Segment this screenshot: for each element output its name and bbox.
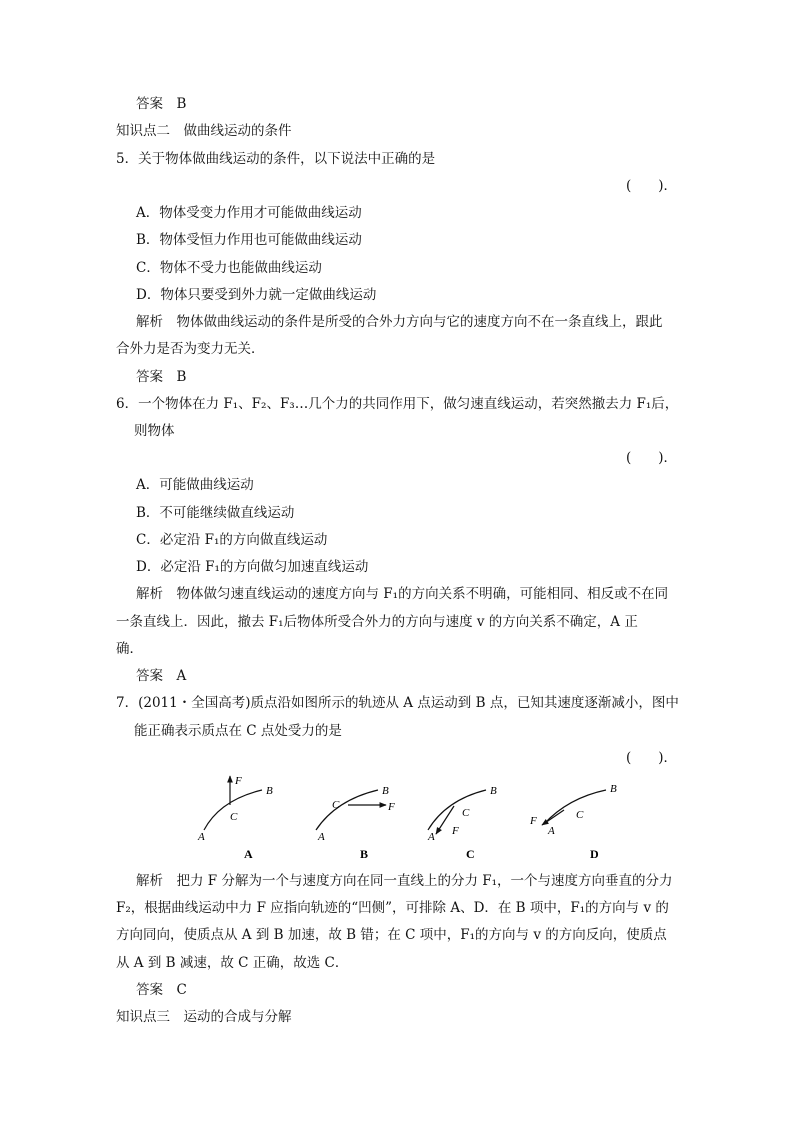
label-point-a: A [198, 831, 205, 843]
question-7-stem-2: 能正确表示质点在 C 点处受力的是 [134, 723, 342, 739]
q6-option-c: C．必定沿 F₁的方向做直线运动 [136, 532, 328, 548]
panel-d-diagram [529, 783, 617, 861]
label-point-c: C [576, 809, 584, 821]
q7-answer: 答案 C [136, 982, 187, 998]
panel-label-b: B [360, 847, 369, 861]
label-force: F [235, 775, 242, 787]
panel-a-diagram [197, 775, 273, 861]
section-heading-2: 知识点二 做曲线运动的条件 [116, 123, 292, 139]
answer-line-4: 答案 B [136, 96, 187, 112]
q6-option-d: D．必定沿 F₁的方向做匀加速直线运动 [136, 559, 369, 575]
q7-analysis-2: F₂，根据曲线运动中力 F 应指向轨迹的“凹侧”，可排除 A、D．在 B 项中，F₁的方向与 v 的 [116, 900, 669, 916]
q5-analysis-2: 合外力是否为变力无关． [116, 341, 265, 357]
question-7-stem-1: 7．(2011・全国高考)质点沿如图所示的轨迹从 A 点运动到 B 点，已知其速度逐渐减小，图中 [116, 695, 679, 711]
q5-option-d: D．物体只要受到外力就一定做曲线运动 [136, 287, 377, 303]
q5-option-a: A．物体受变力作用才可能做曲线运动 [136, 205, 362, 221]
q6-analysis-1: 解析 物体做匀速直线运动的速度方向与 F₁的方向关系不明确，可能相同、相反或不在同 [136, 586, 669, 602]
answer-bracket-q6: ( )． [626, 450, 678, 466]
trajectory-figure [190, 772, 630, 864]
q6-analysis-2: 一条直线上．因此，撤去 F₁后物体所受合外力的方向与速度 v 的方向关系不确定，A 正 [116, 614, 638, 630]
label-point-c: C [462, 807, 470, 819]
question-6-stem-1: 6．一个物体在力 F₁、F₂、F₃…几个力的共同作用下，做匀速直线运动，若突然撤去力 F₁后， [116, 396, 679, 412]
label-point-b: B [490, 785, 497, 797]
label-point-b: B [382, 785, 389, 797]
panel-c-diagram [427, 785, 497, 861]
question-5-stem: 5．关于物体做曲线运动的条件，以下说法中正确的是 [116, 151, 436, 167]
label-force: F [452, 825, 459, 837]
q6-option-b: B．不可能继续做直线运动 [136, 505, 295, 521]
q5-answer: 答案 B [136, 369, 187, 385]
q6-option-a: A．可能做曲线运动 [136, 477, 254, 493]
label-point-c: C [230, 811, 238, 823]
panel-label-a: A [244, 847, 253, 861]
q6-answer: 答案 A [136, 668, 187, 684]
q6-analysis-3: 确． [116, 641, 143, 657]
q5-option-b: B．物体受恒力作用也可能做曲线运动 [136, 232, 362, 248]
trajectory-curve-a [204, 790, 262, 830]
force-arrow-d [542, 810, 564, 825]
label-point-a: A [428, 831, 435, 843]
label-force: F [530, 815, 537, 827]
label-point-c: C [332, 799, 340, 811]
answer-bracket-q5: ( )． [626, 178, 678, 194]
q7-analysis-4: 从 A 到 B 减速，故 C 正确，故选 C． [116, 955, 349, 971]
question-6-stem-2: 则物体 [134, 423, 175, 439]
q7-analysis-1: 解析 把力 F 分解为一个与速度方向在同一直线上的分力 F₁，一个与速度方向垂直的分力 [136, 873, 673, 889]
panel-b-diagram [316, 785, 395, 861]
trajectory-curve-b [316, 790, 378, 830]
trajectory-curve-d [544, 790, 606, 824]
q5-option-c: C．物体不受力也能做曲线运动 [136, 260, 322, 276]
panel-label-d: D [590, 847, 599, 861]
q5-analysis-1: 解析 物体做曲线运动的条件是所受的合外力方向与它的速度方向不在一条直线上，跟此 [136, 314, 663, 330]
panel-label-c: C [466, 847, 475, 861]
answer-bracket-q7: ( )． [626, 750, 678, 766]
trajectory-curve-c [428, 790, 486, 830]
label-force: F [388, 801, 395, 813]
label-point-b: B [610, 783, 617, 795]
q7-analysis-3: 方向同向，使质点从 A 到 B 加速，故 B 错；在 C 项中，F₁的方向与 v 的方向反向，使质点 [116, 927, 667, 943]
trajectory-figure-svg [190, 772, 630, 864]
section-heading-3: 知识点三 运动的合成与分解 [116, 1009, 292, 1025]
label-point-b: B [266, 785, 273, 797]
label-point-a: A [548, 825, 555, 837]
label-point-a: A [318, 831, 325, 843]
